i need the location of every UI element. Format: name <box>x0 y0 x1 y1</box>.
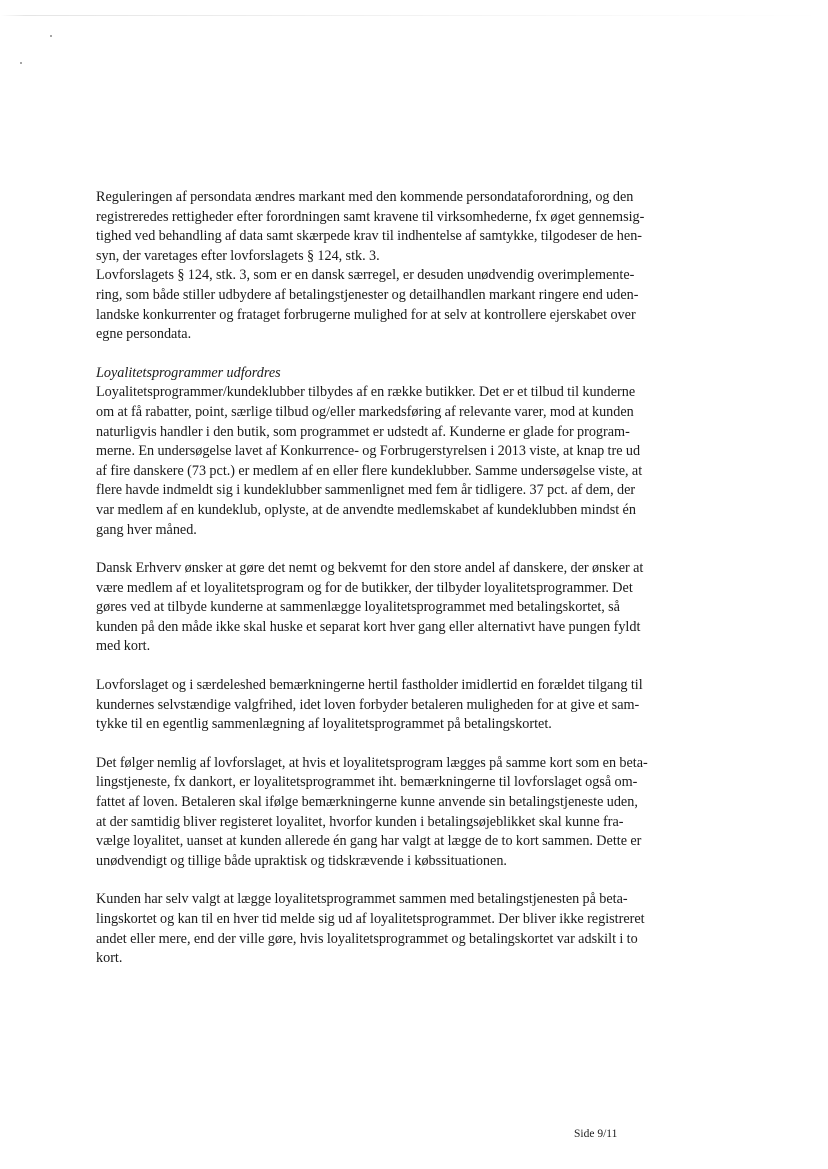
scan-artifact-line <box>0 15 828 16</box>
text-line: Kunden har selv valgt at lægge loyalitetsprogrammet sammen med betalingstjenesten på beta- <box>96 891 628 908</box>
paragraph-loyalitet <box>96 364 722 540</box>
text-line: Lovforslagets § 124, stk. 3, som er en dansk særregel, er desuden unødvendig overimplemente- <box>96 267 635 284</box>
paragraph-spacer <box>96 345 722 364</box>
text-line: være medlem af et loyalitetsprogram og for de butikker, der tilbyder loyalitetsprogrammer. Det <box>96 579 633 596</box>
text-line: Lovforslaget og i særdeleshed bemærkningerne hertil fastholder imidlertid en forældet tilgang til <box>96 677 643 694</box>
text-line: tighed ved behandling af data samt skærpede krav til indhentelse af samtykke, tilgodeser de hen- <box>96 228 643 245</box>
scan-speck <box>50 35 52 37</box>
text-line: om at få rabatter, point, særlige tilbud og/eller markedsføring af relevante varer, mod at kunden <box>96 403 634 420</box>
paragraph-kunden <box>96 890 722 968</box>
text-line: af fire danskere (73 pct.) er medlem af en eller flere kundeklubber. Samme undersøgelse viste, at <box>96 462 643 479</box>
text-line: registreredes rettigheder efter forordningen samt kravene til virksomhederne, fx øget gennemsig- <box>96 208 645 225</box>
text-line: Loyalitetsprogrammer/kundeklubber tilbydes af en række butikker. Det er et tilbud til kunderne <box>96 384 636 401</box>
paragraph-spacer <box>96 540 722 559</box>
text-line: syn, der varetages efter lovforslagets § 124, stk. 3. <box>96 247 380 264</box>
text-line: tykke til en egentlig sammenlægning af loyalitetsprogrammet på betalingskortet. <box>96 716 552 733</box>
paragraph-betalingstjeneste <box>96 754 722 872</box>
text-line: ring, som både stiller udbydere af betalingstjenester og detailhandlen markant ringere end uden- <box>96 286 639 303</box>
text-line: Det følger nemlig af lovforslaget, at hvis et loyalitetsprogram lægges på samme kort som en beta- <box>96 754 648 771</box>
text-line: med kort. <box>96 638 151 655</box>
text-line: egne persondata. <box>96 326 192 343</box>
paragraph-lovforslaget <box>96 676 722 735</box>
text-line: kort. <box>96 950 123 967</box>
scan-speck <box>20 62 22 64</box>
paragraph-spacer <box>96 871 722 890</box>
text-line: lingskortet og kan til en hver tid melde sig ud af loyalitetsprogrammet. Der bliver ikke registreret <box>96 911 645 927</box>
document-body <box>96 188 722 969</box>
text-line: gang hver måned. <box>96 521 197 538</box>
text-line: fattet af loven. Betaleren skal ifølge bemærkningerne kunne anvende sin betalingstjeneste uden, <box>96 794 638 811</box>
text-line: at der samtidig bliver registeret loyalitet, hvorfor kunden i betalingsøjeblikket skal kunne fra- <box>96 813 624 830</box>
paragraph-persondata <box>96 188 722 345</box>
text-line: naturligvis handler i den butik, som programmet er udstedt af. Kunderne er glade for program- <box>96 423 630 440</box>
paragraph-spacer <box>96 657 722 676</box>
section-heading: Loyalitetsprogrammer udfordres <box>96 364 281 381</box>
text-line: kundernes selvstændige valgfrihed, idet loven forbyder betaleren muligheden for at give et sam- <box>96 696 640 713</box>
page-number: Side 9/11 <box>574 1128 618 1140</box>
text-line: flere havde indmeldt sig i kundeklubber sammenlignet med fem år tidligere. 37 pct. af dem, der <box>96 482 636 499</box>
text-line: kunden på den måde ikke skal huske et separat kort hver gang eller alternativt have pungen fyldt <box>96 618 641 635</box>
paragraph-spacer <box>96 735 722 754</box>
text-line: andet eller mere, end der ville gøre, hvis loyalitetsprogrammet og betalingskortet var adskilt i to <box>96 930 638 947</box>
text-line: merne. En undersøgelse lavet af Konkurrence- og Forbrugerstyrelsen i 2013 viste, at knap tre ud <box>96 443 641 460</box>
text-line: var medlem af en kundeklub, oplyste, at de anvendte medlemskabet af kundeklubben mindst én <box>96 501 636 518</box>
text-line: gøres ved at tilbyde kunderne at sammenlægge loyalitetsprogrammet med betalingskortet, så <box>96 599 620 616</box>
text-line: unødvendigt og tillige både upraktisk og tidskrævende i købssituationen. <box>96 852 507 869</box>
text-line: Reguleringen af persondata ændres markant med den kommende persondataforordning, og den <box>96 189 634 205</box>
text-line: landske konkurrenter og frataget forbrugerne mulighed for at selv at kontrollere ejerskabet over <box>96 306 636 323</box>
text-line: lingstjeneste, fx dankort, er loyalitetsprogrammet iht. bemærkningerne til lovforslaget også om- <box>96 774 638 791</box>
text-line: vælge loyalitet, uanset at kunden allerede én gang har valgt at lægge de to kort sammen. Dette er <box>96 833 642 850</box>
text-line: Dansk Erhverv ønsker at gøre det nemt og bekvemt for den store andel af danskere, der ønsker at <box>96 560 644 577</box>
paragraph-dansk-erhverv <box>96 559 722 657</box>
